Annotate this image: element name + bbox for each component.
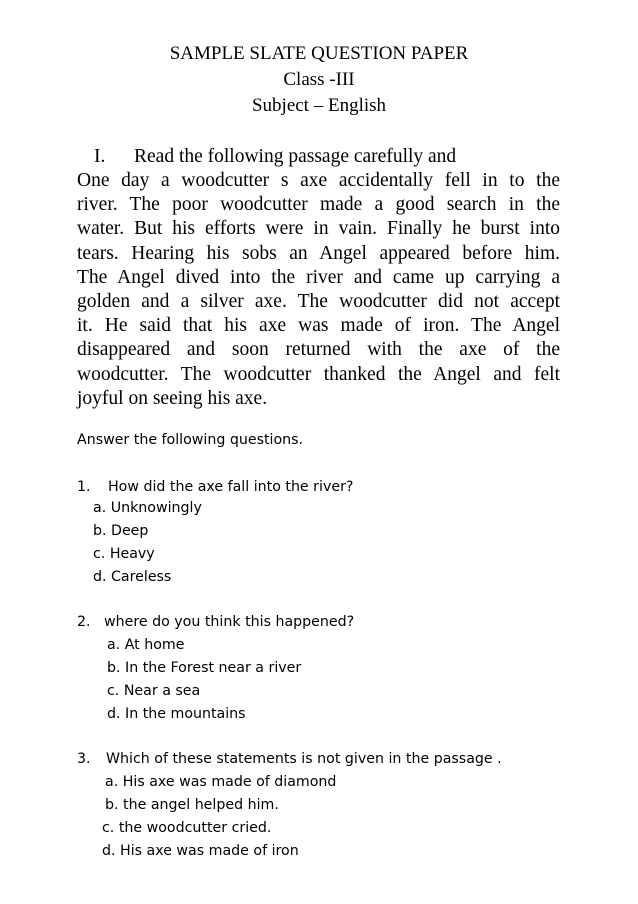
question-2-option-c: c. Near a sea	[107, 683, 201, 699]
question-1-option-a: a. Unknowingly	[93, 500, 202, 516]
passage-line: river. The poor woodcutter made a good search in the	[77, 194, 560, 216]
question-3-option-a: a. His axe was made of diamond	[105, 774, 337, 790]
section-number: I.	[94, 146, 106, 167]
section-heading	[94, 144, 456, 170]
passage-line: tears. Hearing his sobs an Angel appeared before him.	[77, 242, 560, 264]
passage-line: One day a woodcutter s axe accidentally fell in to the	[77, 170, 560, 191]
question-3-text: Which of these statements is not given in the passage .	[106, 751, 502, 767]
paper-title: SAMPLE SLATE QUESTION PAPER	[169, 43, 469, 64]
reading-passage	[77, 169, 560, 411]
question-2-text: where do you think this happened?	[104, 614, 355, 630]
question-2-option-a: a. At home	[107, 637, 185, 653]
passage-line: woodcutter. The woodcutter thanked the Angel and felt	[77, 363, 560, 385]
passage-line: The Angel dived into the river and came up carrying a	[77, 266, 560, 288]
question-3-option-b: b. the angel helped him.	[105, 797, 279, 813]
passage-line: golden and a silver axe. The woodcutter did not accept	[77, 290, 560, 312]
question-1-option-b: b. Deep	[93, 523, 149, 539]
passage-line: joyful on seeing his axe.	[77, 387, 268, 409]
question-1-option-c: c. Heavy	[93, 546, 155, 562]
question-1-number: 1.	[77, 479, 91, 495]
passage-line: it. He said that his axe was made of iron. The Angel	[77, 315, 560, 337]
passage-line: disappeared and soon returned with the axe of the	[77, 339, 560, 361]
question-3-option-d: d. His axe was made of iron	[102, 843, 299, 859]
passage-line: water. But his efforts were in vain. Finally he burst into	[77, 218, 560, 240]
question-3-number: 3.	[77, 751, 91, 767]
question-3-option-c: c. the woodcutter cried.	[102, 820, 272, 836]
question-2-number: 2.	[77, 614, 91, 630]
question-1-option-d: d. Careless	[93, 569, 172, 585]
section-instruction: Read the following passage carefully and	[134, 146, 457, 167]
question-1-text: How did the axe fall into the river?	[108, 479, 354, 495]
subject-line: Subject – English	[251, 95, 387, 116]
question-2-option-d: d. In the mountains	[107, 706, 246, 722]
answer-instruction: Answer the following questions.	[77, 432, 304, 448]
class-line: Class -III	[283, 69, 355, 90]
question-2-option-b: b. In the Forest near a river	[107, 660, 302, 676]
paper-header	[0, 41, 638, 119]
